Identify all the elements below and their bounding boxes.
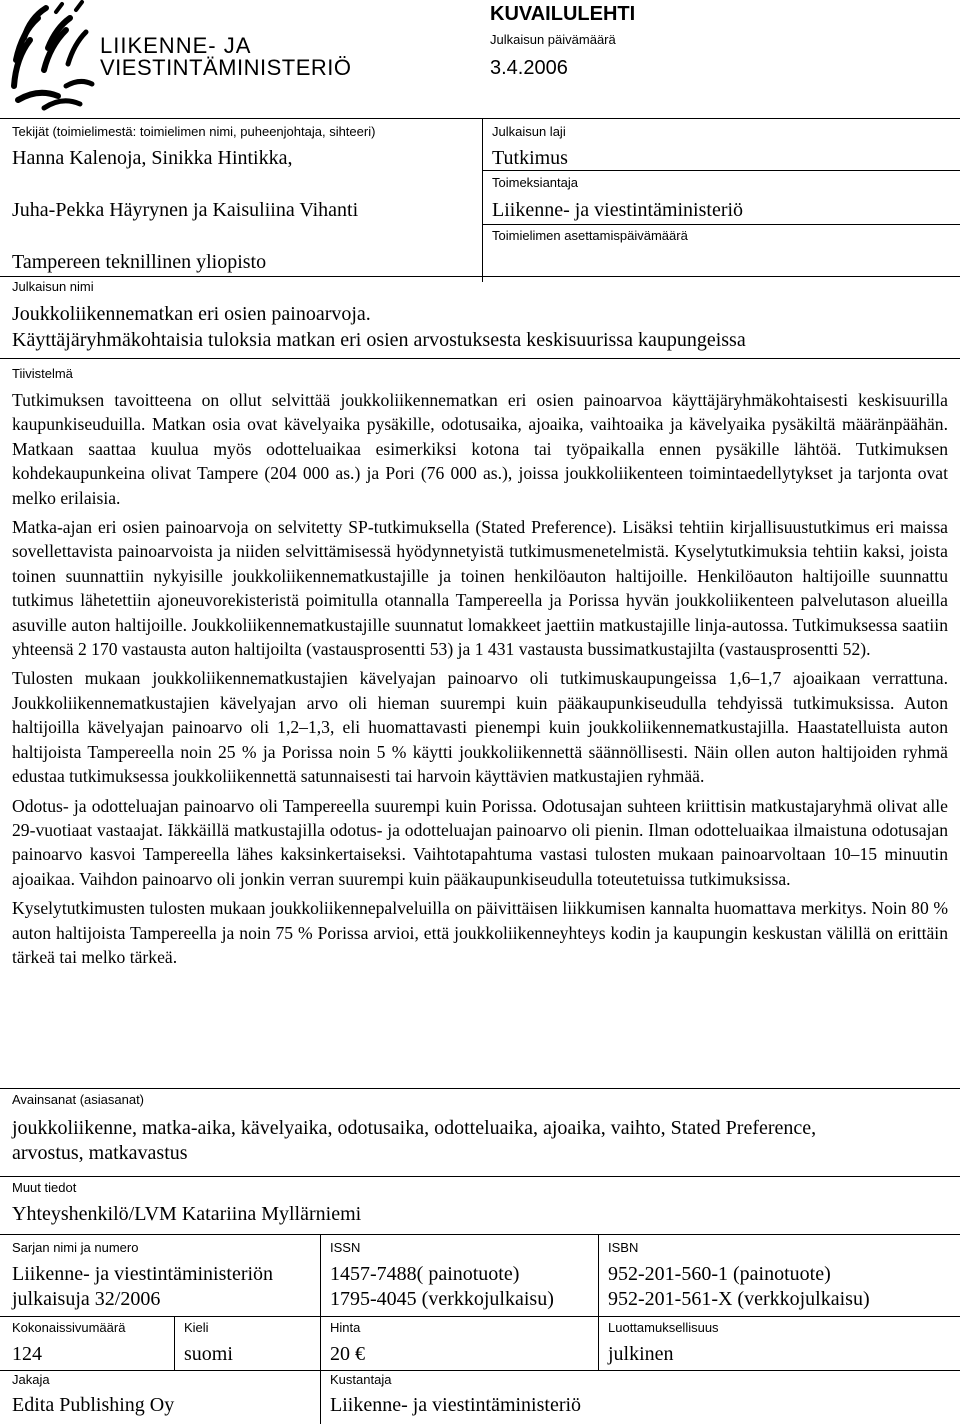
publisher-label: Kustantaja: [330, 1372, 392, 1387]
publication-type-value: Tutkimus: [492, 147, 568, 169]
divider: [0, 118, 960, 119]
divider: [482, 118, 483, 282]
keywords-line-1: joukkoliikenne, matka-aika, kävelyaika, odotusaika, odotteluaika, ajoaika, vaihto, Stated Preference,: [12, 1117, 817, 1139]
publication-type-label: Julkaisun laji: [492, 124, 566, 139]
keywords-line-2: arvostus, matkavastus: [12, 1142, 188, 1164]
language-label: Kieli: [184, 1320, 209, 1335]
price-value: 20 €: [330, 1343, 365, 1365]
commissioner-value: Liikenne- ja viestintäministeriö: [492, 199, 744, 221]
divider: [0, 1088, 960, 1089]
divider: [482, 224, 960, 225]
page-count-value: 124: [12, 1343, 42, 1365]
issn-line-1: 1457-7488( painotuote): [330, 1263, 520, 1285]
divider: [0, 1176, 960, 1177]
ministry-logo: [8, 0, 478, 112]
authors-organization: Tampereen teknillinen yliopisto: [12, 251, 267, 273]
publication-title-label: Julkaisun nimi: [12, 279, 94, 294]
summary-paragraph: Tulosten mukaan joukkoliikennematkustajien kävelyajan painoarvo oli tutkimuskaupungeissa 1,6–1,7 ajoaikaan verrattuna. Joukkoliikennematkustajien kävelyajan arvo oli hieman suurempi kuin pääkaupunkiseudulla tehdyissä tutkimuksissa. Auton haltijoilla kävelyajan painoarvo oli 1,2–1,3, eli huomattavasti pienempi kuin joukkoliikennematkustajilla. Haastatelluista auton haltijoista Tampereella noin 25 % ja Porissa noin 5 % käytti joukkoliikennettä säännöllisesti. Näin ollen auton haltijoiden ryhmä edustaa tutkimuksessa joukkoliikennettä satunnaisesti tai harvoin käyttävien matkustajien ryhmää.: [12, 668, 948, 787]
summary-body: [12, 388, 948, 974]
isbn-label: ISBN: [608, 1240, 639, 1255]
divider: [0, 276, 960, 277]
series-label: Sarjan nimi ja numero: [12, 1240, 139, 1255]
issn-label: ISSN: [330, 1240, 361, 1255]
series-line-1: Liikenne- ja viestintäministeriön: [12, 1263, 274, 1285]
language-value: suomi: [184, 1343, 233, 1365]
document-type: KUVAILULEHTI: [490, 3, 636, 25]
divider: [174, 1316, 175, 1370]
divider: [0, 1234, 960, 1235]
isbn-line-2: 952-201-561-X (verkkojulkaisu): [608, 1288, 870, 1310]
authors-line-2: Juha-Pekka Häyrynen ja Kaisuliina Vihanti: [12, 199, 359, 221]
logo-line-1: LIIKENNE- JA: [100, 33, 252, 58]
confidentiality-value: julkinen: [608, 1343, 674, 1365]
keywords-label: Avainsanat (asiasanat): [12, 1092, 145, 1107]
issn-line-2: 1795-4045 (verkkojulkaisu): [330, 1288, 554, 1310]
summary-label: Tiivistelmä: [12, 366, 73, 381]
summary-paragraph: Odotus- ja odotteluajan painoarvo oli Tampereella suurempi kuin Porissa. Odotusajan suhteen kriittisin matkustajaryhmä olivat alle 29-vuotiaat vastaajat. Iäkkäillä matkustajilla odotus- ja odotteluajan painoarvo oli pienin. Ilman odotteluaikaa ilmaistuna odotusajan painoarvo kasvoi Tampereella lähes kaksinkertaiseksi. Vaihtotapahtuma vastasi tulosten mukaan painoarvoltaan 10–15 minuutin ajoaikaa. Vaihdon painoarvo oli jonkin verran suurempi kuin pääkaupunkiseudulla toteutetuissa tutkimuksissa.: [12, 795, 948, 889]
distributor-label: Jakaja: [12, 1372, 50, 1387]
divider: [0, 1370, 960, 1371]
authors-line-1: Hanna Kalenoja, Sinikka Hintikka,: [12, 147, 293, 169]
publication-date-label: Julkaisun päivämäärä: [490, 32, 616, 47]
publication-date-value: 3.4.2006: [490, 57, 568, 79]
other-info-value: Yhteyshenkilö/LVM Katariina Myllärniemi: [12, 1203, 362, 1225]
summary-paragraph: Matka-ajan eri osien painoarvoja on selvitetty SP-tutkimuksella (Stated Preference). Lisäksi tehtiin kirjallisuustutkimus eri maissa sovellettavista painoarvoista ja niiden selvittämisessä hyödynnetyistä tutkimusmenetelmistä. Kyselytutkimuksia tehtiin kaksi, joista toinen suunnattiin nykyisille joukkoliikennematkustajille ja toinen henkilöauton haltijoille. Henkilöauton haltijoille suunnattu tutkimus lähetettiin ajoneuvorekisteristä poimitulla otannalla Tampereella ja Porissa hyvän joukkoliikenteen palvelutason alueilla asuville auton haltijoille. Joukkoliikennematkustajille suunnatut lomakkeet jaettiin matkustajille linja-autossa. Tutkimuksessa saatiin yhteensä 2 170 vastausta auton haltijoilta (vastausprosentti 53) ja 1 431 vastausta bussimatkustajilta (vastausprosentti 52).: [12, 517, 948, 660]
page-count-label: Kokonaissivumäärä: [12, 1320, 126, 1335]
logo-emblem-icon: [8, 0, 100, 112]
isbn-line-1: 952-201-560-1 (painotuote): [608, 1263, 831, 1285]
divider: [598, 1234, 599, 1370]
divider: [320, 1234, 321, 1424]
summary-paragraph: Tutkimuksen tavoitteena on ollut selvittää joukkoliikennematkan eri osien painoarvoa käyttäjäryhmäkohtaisesti keskisuurilla kaupunkiseuduilla. Matkan osia ovat kävelyaika pysäkille, odotusaika, ajoaika, vaihtoaika ja kävelyaika pysäkiltä määränpäähän. Matkaan saattaa kuulua myös odotteluaikaa esimerkiksi kotona tai työpaikalla ennen pysäkille lähtöä. Tutkimuksen kohdekaupunkeina olivat Tampere (204 000 as.) ja Pori (76 000 as.), joissa joukkoliikenteen toimintaedellytykset ja tarjonta ovat melko erilaisia.: [12, 390, 948, 508]
publication-title-line-2: Käyttäjäryhmäkohtaisia tuloksia matkan eri osien arvostuksesta keskisuurissa kaupungeissa: [12, 329, 746, 351]
divider: [0, 1316, 960, 1317]
confidentiality-label: Luottamuksellisuus: [608, 1320, 719, 1335]
divider: [0, 358, 960, 359]
commissioner-label: Toimeksiantaja: [492, 175, 578, 190]
series-line-2: julkaisuja 32/2006: [12, 1288, 161, 1310]
price-label: Hinta: [330, 1320, 361, 1335]
logo-line-2: VIESTINTÄMINISTERIÖ: [100, 55, 352, 80]
summary-paragraph: Kyselytutkimusten tulosten mukaan joukkoliikennepalveluilla on päivittäisen liikkumisen kannalta huomattava merkitys. Noin 80 % auton haltijoista Tampereella ja noin 75 % Porissa arvioi, että joukkoliikenneyhteys kodin ja kaupungin keskustan välillä on erittäin tärkeä tai melko tärkeä.: [12, 898, 948, 967]
publication-title-line-1: Joukkoliikennematkan eri osien painoarvoja.: [12, 303, 371, 325]
publisher-value: Liikenne- ja viestintäministeriö: [330, 1394, 582, 1416]
distributor-value: Edita Publishing Oy: [12, 1394, 175, 1416]
authors-label: Tekijät (toimielimestä: toimielimen nimi, puheenjohtaja, sihteeri): [12, 124, 376, 139]
appointment-date-label: Toimielimen asettamispäivämäärä: [492, 228, 688, 243]
other-info-label: Muut tiedot: [12, 1180, 77, 1195]
